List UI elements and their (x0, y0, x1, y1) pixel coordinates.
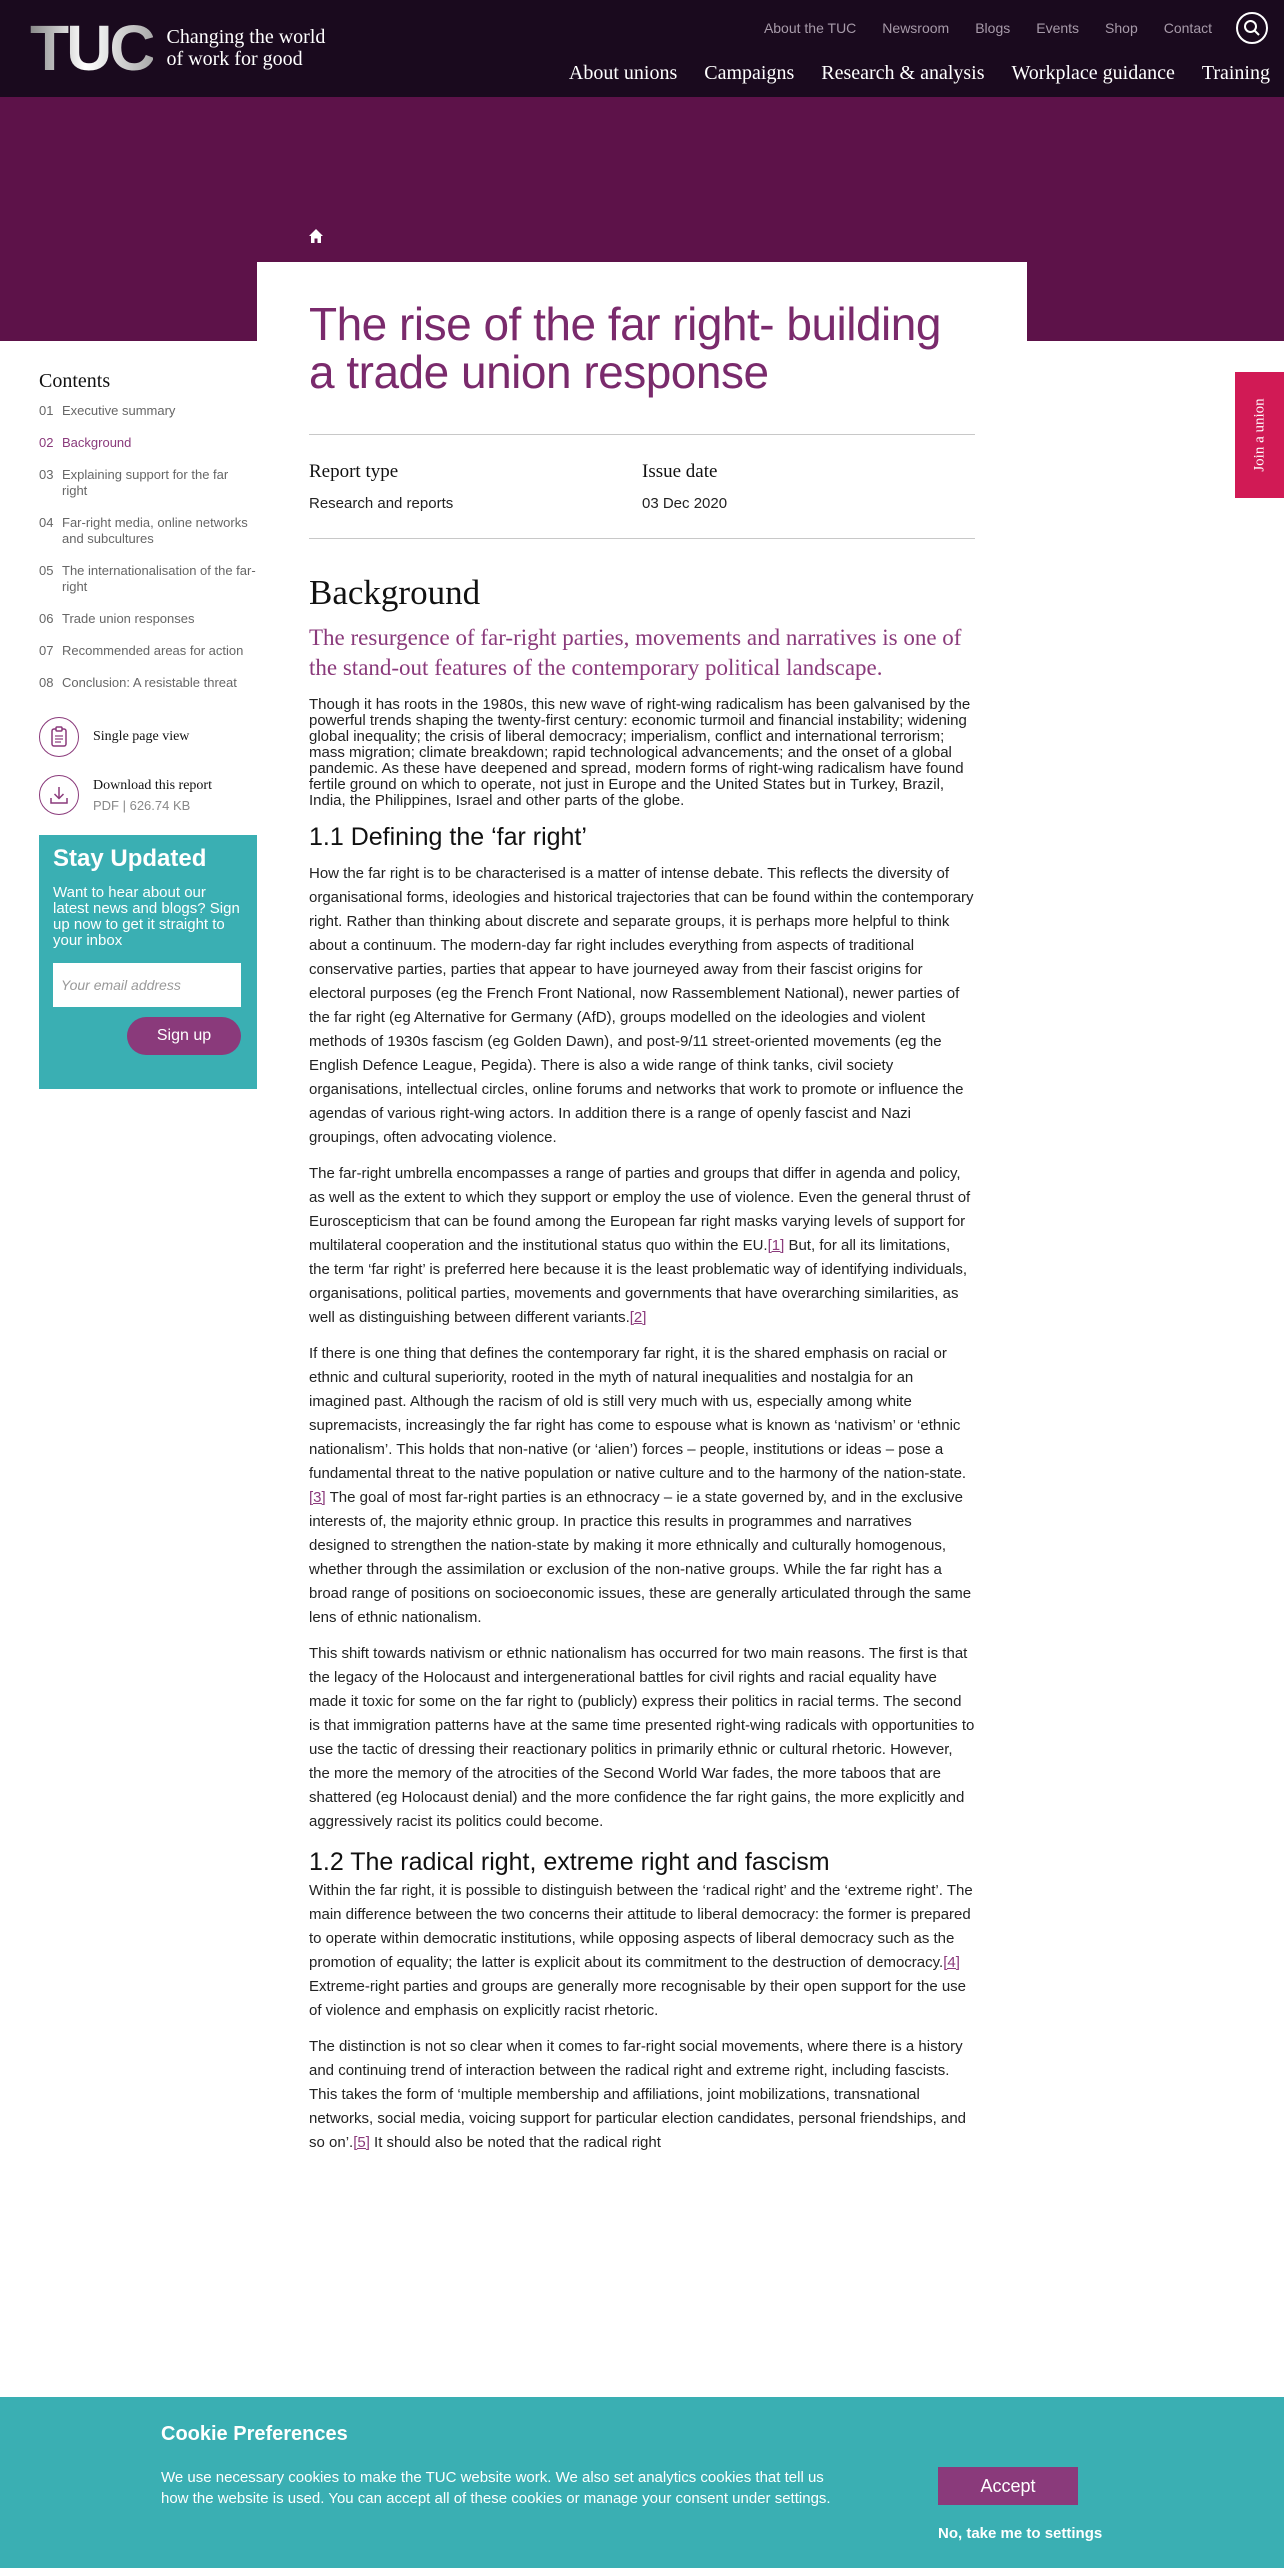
toc-item[interactable] (39, 467, 257, 499)
footnote-link[interactable]: [3] (309, 1489, 326, 1506)
toc-label: The internationalisation of the far-right (62, 563, 256, 594)
toc-item[interactable] (39, 563, 257, 595)
nav-newsroom[interactable]: Newsroom (882, 20, 950, 36)
tagline-line-2: of work for good (166, 48, 303, 70)
download-report-link[interactable] (39, 775, 257, 815)
tuc-logo[interactable] (30, 12, 326, 84)
toc-number: 01 (39, 403, 54, 418)
toc-number: 05 (39, 563, 54, 578)
nav-about-unions[interactable]: About unions (568, 62, 678, 84)
paragraph-text: But, for all its limitations, the term ‘far right’ is preferred here because it is the least problematic way of identifying individuals, organisations, political parties, movements and governments that have overarching similarities, as well as distinguishing between different variants. (309, 1237, 968, 1326)
toc-item[interactable] (39, 611, 257, 627)
toc-label: Explaining support for the far right (62, 467, 229, 498)
issue-date (642, 461, 975, 512)
newsletter-signup (39, 835, 257, 1089)
download-label: Download this report (93, 777, 212, 793)
paragraph (309, 2035, 975, 2155)
nav-blogs[interactable]: Blogs (975, 20, 1011, 36)
paragraph-text: Extreme-right parties and groups are generally more recognisable by their open support for the use of violence and emphasis on explicitly racist rhetoric. (309, 1978, 967, 2019)
paragraph (309, 1162, 975, 1330)
article-card (257, 262, 1027, 2155)
paragraph (309, 1342, 975, 1630)
toc-number: 06 (39, 611, 54, 626)
paragraph: This shift towards nativism or ethnic nationalism has occurred for two main reasons. The first is that the legacy of the Holocaust and intergenerational battles for civil rights and racial equality have made it toxic for some on the far right to (publicly) express their politics in racial terms. The second is that immigration patterns have at the same time presented right-wing radicals with opportunities to use the tactic of dressing their reactionary politics in primarily ethnic or cultural rhetoric. However, the more the memory of the atrocities of the Second World War fades, the more taboos that are shattered (eg Holocaust denial) and the more confidence the far right gains, the more explicitly and aggressively racist its politics could become. (309, 1645, 975, 1830)
report-type (309, 461, 642, 512)
nav-about-the-tuc[interactable]: About the TUC (763, 20, 857, 36)
sidebar (39, 370, 257, 1089)
email-input[interactable] (53, 963, 241, 1007)
section-heading: Background (309, 573, 481, 612)
newsletter-text: Want to hear about our latest news and blogs? Sign up now to get it straight to your inbox (53, 884, 240, 949)
accept-cookies-button[interactable]: Accept (938, 2467, 1078, 2505)
logo-tagline (167, 26, 326, 70)
paragraph-text: It should also be noted that the radical right (369, 2134, 661, 2151)
issue-date-label: Issue date (642, 461, 718, 482)
divider (309, 538, 975, 539)
tagline-line-1: Changing the world (166, 26, 326, 48)
search-button[interactable] (1236, 12, 1268, 44)
toc-label: Executive summary (62, 403, 176, 418)
main-nav (569, 62, 1270, 85)
cookie-settings-link[interactable]: No, take me to settings (938, 2525, 1103, 2542)
footnote-link[interactable]: [1] (767, 1237, 785, 1254)
toc-item[interactable] (39, 515, 257, 547)
cookie-title: Cookie Preferences (161, 2423, 348, 2445)
nav-contact[interactable]: Contact (1163, 20, 1212, 36)
toc-number: 07 (39, 643, 54, 658)
newsletter-title: Stay Updated (53, 845, 207, 872)
download-meta: PDF | 626.74 KB (93, 797, 191, 813)
toc-number: 04 (39, 515, 54, 530)
cookie-text: We use necessary cookies to make the TUC website work. We also set analytics cookies that tell us how the website is used. You can accept all of these cookies or manage your consent under settings. (161, 2469, 831, 2507)
search-icon (1243, 19, 1261, 37)
paragraph-text: The goal of most far-right parties is an ethnocracy – ie a state governed by, and in the exclusive interests of, the majority ethnic group. In practice this results in programmes and narratives designed to strengthen the nation-state by making it more ethnically and culturally homogenous, whether through the assimilation or exclusion of the non-native groups. While the far right has a broad range of positions on socioeconomic issues, these are generally articulated through the same lens of ethnic nationalism. (309, 1489, 972, 1626)
intro-paragraph: Though it has roots in the 1980s, this new wave of right-wing radicalism has been galvanised by the powerful trends shaping the twenty-first century: economic turmoil and financial instability; widening global inequality; the crisis of liberal democracy; imperialism, conflict and international terrorism; mass migration; climate breakdown; rapid technological advancements; and the onset of a global pandemic. As these have deepened and spread, modern forms of right-wing radicalism have found fertile ground on which to operate, not just in Europe and the United States but in Turkey, Brazil, India, the Philippines, Israel and other parts of the globe. (309, 696, 971, 809)
paragraph-text: The distinction is not so clear when it comes to far-right social movements, where there is a history and continuing trend of interaction between the radical right and extreme right, including fascists. This takes the form of ‘multiple membership and affiliations, joint mobilizations, transnational networks, social media, voicing support for particular election candidates, personal friendships, and so on’. (309, 2038, 967, 2151)
lead-paragraph: The resurgence of far-right parties, movements and narratives is one of the stand-out features of the contemporary political landscape. (309, 625, 962, 680)
paragraph-text: If there is one thing that defines the contemporary far right, it is the shared emphasis on racial or ethnic and cultural superiority, rooted in the myth of natural inequalities and nostalgia for an imagined past. Although the racism of old is still very much with us, especially among white supremacists, increasingly the far right has come to espouse what is known as ‘nativism’ or ‘ethnic nationalism’. This holds that non-native (or ‘alien’) forces – people, institutions or ideas – pose a fundamental threat to the native population or native culture and to the harmony of the nation-state. (309, 1345, 967, 1482)
issue-date-value: 03 Dec 2020 (642, 495, 728, 512)
page-title: The rise of the far right- building a trade union response (309, 298, 941, 398)
contents-title: Contents (39, 370, 111, 392)
single-page-view-label: Single page view (93, 729, 190, 744)
home-icon (308, 228, 324, 244)
footnote-link[interactable]: [2] (629, 1309, 647, 1326)
join-a-union-tab[interactable] (1235, 372, 1284, 498)
footnote-link[interactable]: [5] (353, 2134, 370, 2151)
nav-research-analysis[interactable]: Research & analysis (821, 62, 985, 84)
toc-label: Far-right media, online networks and subcultures (62, 515, 248, 546)
paragraph: How the far right is to be characterised is a matter of intense debate. This reflects the diversity of organisational forms, ideologies and historical trajectories that can be found within the contemporary right. Rather than thinking about discrete and separate groups, it is perhaps more helpful to think about a continuum. The modern-day far right includes everything from aspects of traditional conservative parties, parties that appear to have journeyed away from their fascist origins for electoral purposes (eg the French Front National, now Rassemblement National), newer parties of the far right (eg Alternative for Germany (AfD), groups modelled on the ideologies and violent methods of 1930s fascism (eg Golden Dawn), and post-9/11 street-oriented movements (eg the English Defence League, Pegida). There is also a wide range of think tanks, civil society organisations, intellectual circles, online forums and networks that work to promote or influence the agendas of various right-wing actors. In addition there is a range of openly fascist and Nazi groupings, often advocating violence. (309, 865, 974, 1146)
paragraph-text: The far-right umbrella encompasses a range of parties and groups that differ in agenda and policy, as well as the extent to which they support or employ the use of violence. Even the general thrust of Euroscepticism that can be found among the European far right masks varying levels of support for multilateral cooperation and the institutional status quo within the EU. (309, 1165, 971, 1254)
subheading-1-1: 1.1 Defining the ‘far right’ (309, 823, 587, 851)
site-header (0, 0, 1284, 97)
toc-label: Conclusion: A resistable threat (62, 675, 237, 690)
download-icon (49, 785, 69, 805)
toc-label: Recommended areas for action (62, 643, 244, 658)
nav-training[interactable]: Training (1201, 62, 1270, 84)
utility-nav (764, 20, 1212, 36)
report-type-value: Research and reports (309, 495, 454, 512)
subheading-1-2: 1.2 The radical right, extreme right and fascism (309, 1848, 830, 1876)
single-page-view-link[interactable] (39, 717, 257, 757)
nav-campaigns[interactable]: Campaigns (704, 62, 795, 84)
join-a-union-label: Join a union (1251, 398, 1267, 472)
toc-item[interactable] (39, 675, 257, 691)
nav-workplace-guidance[interactable]: Workplace guidance (1011, 62, 1175, 84)
report-type-label: Report type (309, 461, 399, 482)
document-icon (50, 726, 68, 748)
document-icon-circle (39, 717, 79, 757)
toc-number: 03 (39, 467, 54, 482)
cookie-banner (0, 2397, 1284, 2568)
download-text (93, 778, 212, 813)
report-meta (309, 435, 975, 538)
download-icon-circle (39, 775, 79, 815)
paragraph (309, 1879, 975, 2023)
toc-number: 02 (39, 435, 54, 450)
signup-button[interactable]: Sign up (127, 1017, 241, 1055)
toc-number: 08 (39, 675, 54, 690)
nav-events[interactable]: Events (1036, 20, 1080, 36)
toc-item-active[interactable] (39, 435, 257, 451)
toc-label: Background (62, 435, 132, 450)
logo-wordmark: TUC (30, 12, 153, 84)
toc-label: Trade union responses (62, 611, 195, 626)
footnote-link[interactable]: [4] (943, 1954, 960, 1971)
nav-shop[interactable]: Shop (1105, 20, 1138, 36)
home-breadcrumb[interactable] (308, 228, 324, 249)
toc-item[interactable] (39, 403, 257, 419)
toc-item[interactable] (39, 643, 257, 659)
paragraph-text: Within the far right, it is possible to distinguish between the ‘radical right’ and the ‘extreme right’. The main difference between the two concerns their attitude to liberal democracy: the former is prepared to operate within democratic institutions, while opposing aspects of liberal democracy such as the promotion of equality; the latter is explicit about its commitment to the destruction of democracy. (309, 1882, 973, 1971)
